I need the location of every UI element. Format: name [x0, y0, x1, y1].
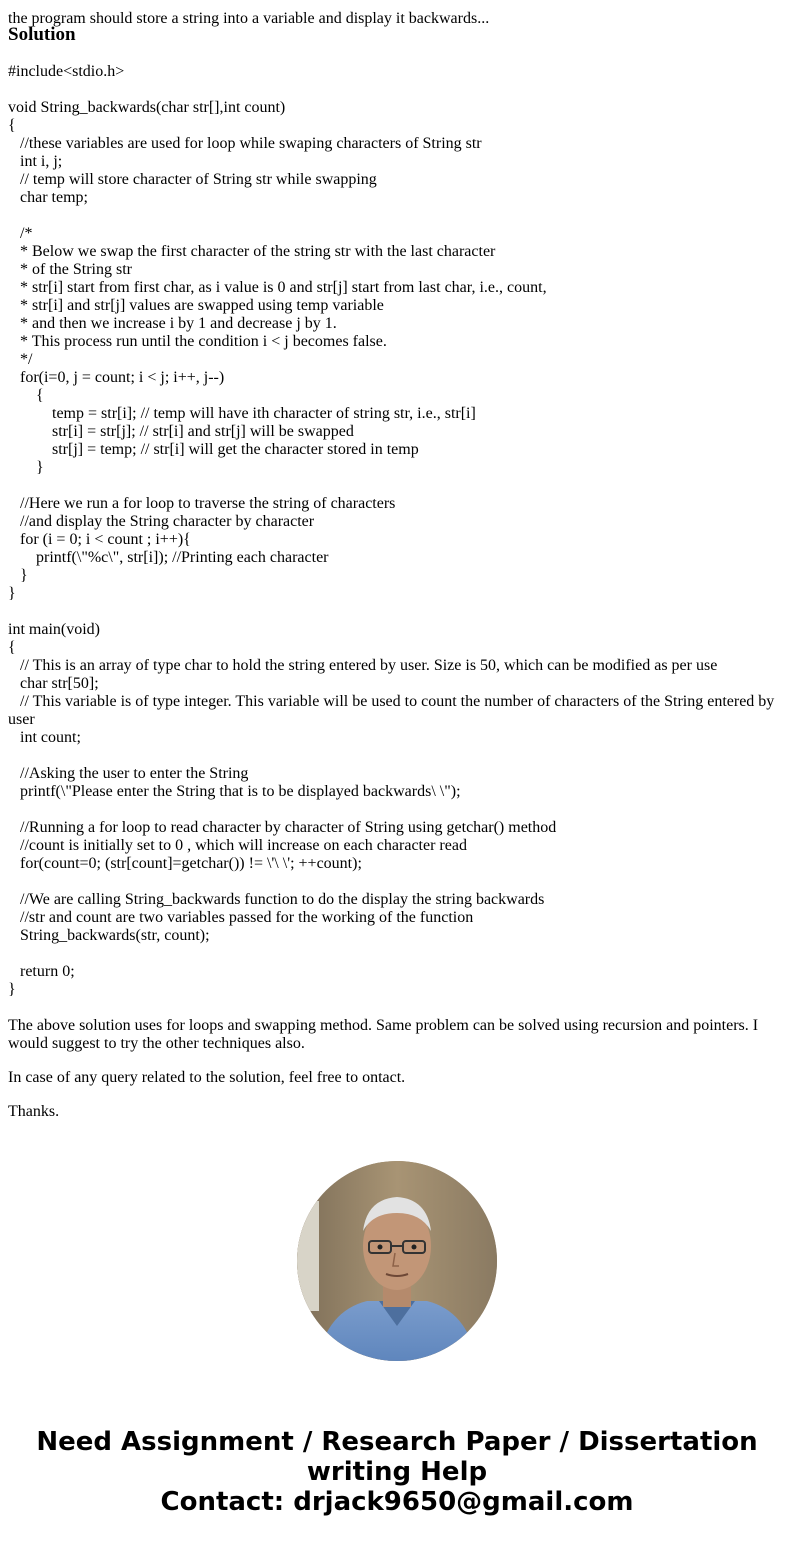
paragraph: The above solution uses for loops and swapping method. Same problem can be solved using recursion and pointers. I would suggest to try the other techniques also.: [8, 1017, 759, 1052]
code-line: // temp will store character of String str while swapping: [8, 171, 377, 188]
code-line: * and then we increase i by 1 and decrease j by 1.: [8, 315, 337, 332]
code-line: }: [8, 585, 16, 602]
code-line: printf(\"Please enter the String that is to be displayed backwards\ \");: [8, 783, 461, 800]
code-line: #include<stdio.h>: [8, 63, 125, 80]
code-line: }: [8, 981, 16, 998]
code-line: [8, 747, 786, 765]
author-photo-wrap: [8, 1161, 786, 1361]
avatar-illustration: [297, 1161, 497, 1361]
code-line: char temp;: [8, 189, 88, 206]
code-line: {: [8, 387, 44, 404]
code-line: }: [8, 567, 28, 584]
solution-heading: Solution: [8, 24, 76, 45]
code-line: for (i = 0; i < count ; i++){: [8, 531, 191, 548]
code-line: str[i] = str[j]; // str[i] and str[j] will be swapped: [8, 423, 354, 440]
code-line: //Here we run a for loop to traverse the string of characters: [8, 495, 396, 512]
code-line: /*: [8, 225, 33, 242]
cta-contact: Contact: drjack9650@gmail.com: [160, 1487, 634, 1517]
code-line: char str[50];: [8, 675, 99, 692]
code-line: [8, 81, 786, 99]
closing-paragraphs: [8, 1017, 786, 1121]
code-line: void String_backwards(char str[],int count): [8, 99, 286, 116]
code-line: [8, 945, 786, 963]
author-avatar: [297, 1161, 497, 1361]
code-line: * Below we swap the first character of the string str with the last character: [8, 243, 496, 260]
code-line: int main(void): [8, 621, 100, 638]
code-line: * This process run until the condition i < j becomes false.: [8, 333, 387, 350]
code-line: * str[i] and str[j] values are swapped using temp variable: [8, 297, 384, 314]
document-body: the program should store a string into a variable and display it backwards... Solution #include<stdio.h> void String_backwards(char str[],int count) { //these variables are used for loop while swaping characters of String str int i, j; // temp will store character of String str while swapping char temp; /* * Below we swap the first character of the string str with the last character * of the String str * str[i] start from first char, as i value is 0 and str[j] start from last char, i.e., count, * str[i] and str[j] values are swapped using temp variable * and then we increase i by 1 and decrease j by 1. * This process run until the condition i < j becomes false. */ for(i=0, j = count; i < j; i++, j--) { temp = str[i]; // temp will have ith character of string str, i.e., str[i] str[i] = str[j]; // str[i] and str[j] will be swapped str[j] = temp; // str[i] will get the character stored in temp } //Here we run a for loop to traverse the string of characters //and display the String character by character for (i = 0; i < count ; i++){ printf(\"%c\", str[i]); //Printing each character } } int main(void) { // This is an array of type char to hold the string entered by user. Size is 50, which can be modified as per use char str[50]; // This variable is of type integer. This variable will be used to count the number of characters of the String entered by user int count; //Asking the user to enter the String printf(\"Please enter the String that is to be displayed backwards\ \"); //Running a for loop to read character by character of String using getchar() method //count is initially set to 0 , which will increase on each character read for(count=0; (str[count]=getchar()) != \'\ \'; ++count); //We are calling String_backwards function to do the display the string backwards //str and count are two variables passed for the working of the function String_backwards(str, count); return 0; } The above solution uses for loops and swapping method. Same problem can be solved using recursion and pointers. I would suggest to try the other techniques also. In case of any query related to the solution, feel free to ontact. Thanks.: [0, 24, 794, 1361]
contact-banner: [0, 1427, 794, 1517]
code-line: str[j] = temp; // str[i] will get the character stored in temp: [8, 441, 419, 458]
code-line: {: [8, 639, 16, 656]
code-line: String_backwards(str, count);: [8, 927, 210, 944]
code-line: temp = str[i]; // temp will have ith character of string str, i.e., str[i]: [8, 405, 476, 422]
code-line: for(count=0; (str[count]=getchar()) != \'\ \'; ++count);: [8, 855, 362, 872]
code-line: for(i=0, j = count; i < j; i++, j--): [8, 369, 225, 386]
paragraph: In case of any query related to the solution, feel free to ontact.: [8, 1069, 406, 1086]
code-line: [8, 603, 786, 621]
code-line: [8, 873, 786, 891]
code-line: //and display the String character by character: [8, 513, 315, 530]
code-line: // This variable is of type integer. This variable will be used to count the number of characters of the String entered by user: [8, 693, 779, 728]
code-line: return 0;: [8, 963, 75, 980]
code-line: //Asking the user to enter the String: [8, 765, 249, 782]
code-line: [8, 207, 786, 225]
code-line: //Running a for loop to read character by character of String using getchar() method: [8, 819, 557, 836]
code-line: //these variables are used for loop while swaping characters of String str: [8, 135, 482, 152]
code-line: //We are calling String_backwards function to do the display the string backwards: [8, 891, 545, 908]
code-block: [8, 63, 786, 999]
code-line: }: [8, 459, 44, 476]
code-line: [8, 477, 786, 495]
code-line: printf(\"%c\", str[i]); //Printing each character: [8, 549, 329, 566]
code-line: [8, 801, 786, 819]
code-line: */: [8, 351, 33, 368]
paragraph: Thanks.: [8, 1103, 60, 1120]
cta-headline: Need Assignment / Research Paper / Dissertation writing Help: [36, 1427, 758, 1487]
code-line: int i, j;: [8, 153, 63, 170]
code-line: int count;: [8, 729, 81, 746]
code-line: {: [8, 117, 16, 134]
code-line: // This is an array of type char to hold the string entered by user. Size is 50, which can be modified as per use: [8, 657, 718, 674]
code-line: //count is initially set to 0 , which will increase on each character read: [8, 837, 467, 854]
code-line: * of the String str: [8, 261, 132, 278]
code-line: //str and count are two variables passed for the working of the function: [8, 909, 474, 926]
code-line: * str[i] start from first char, as i value is 0 and str[j] start from last char, i.e., count,: [8, 279, 547, 296]
